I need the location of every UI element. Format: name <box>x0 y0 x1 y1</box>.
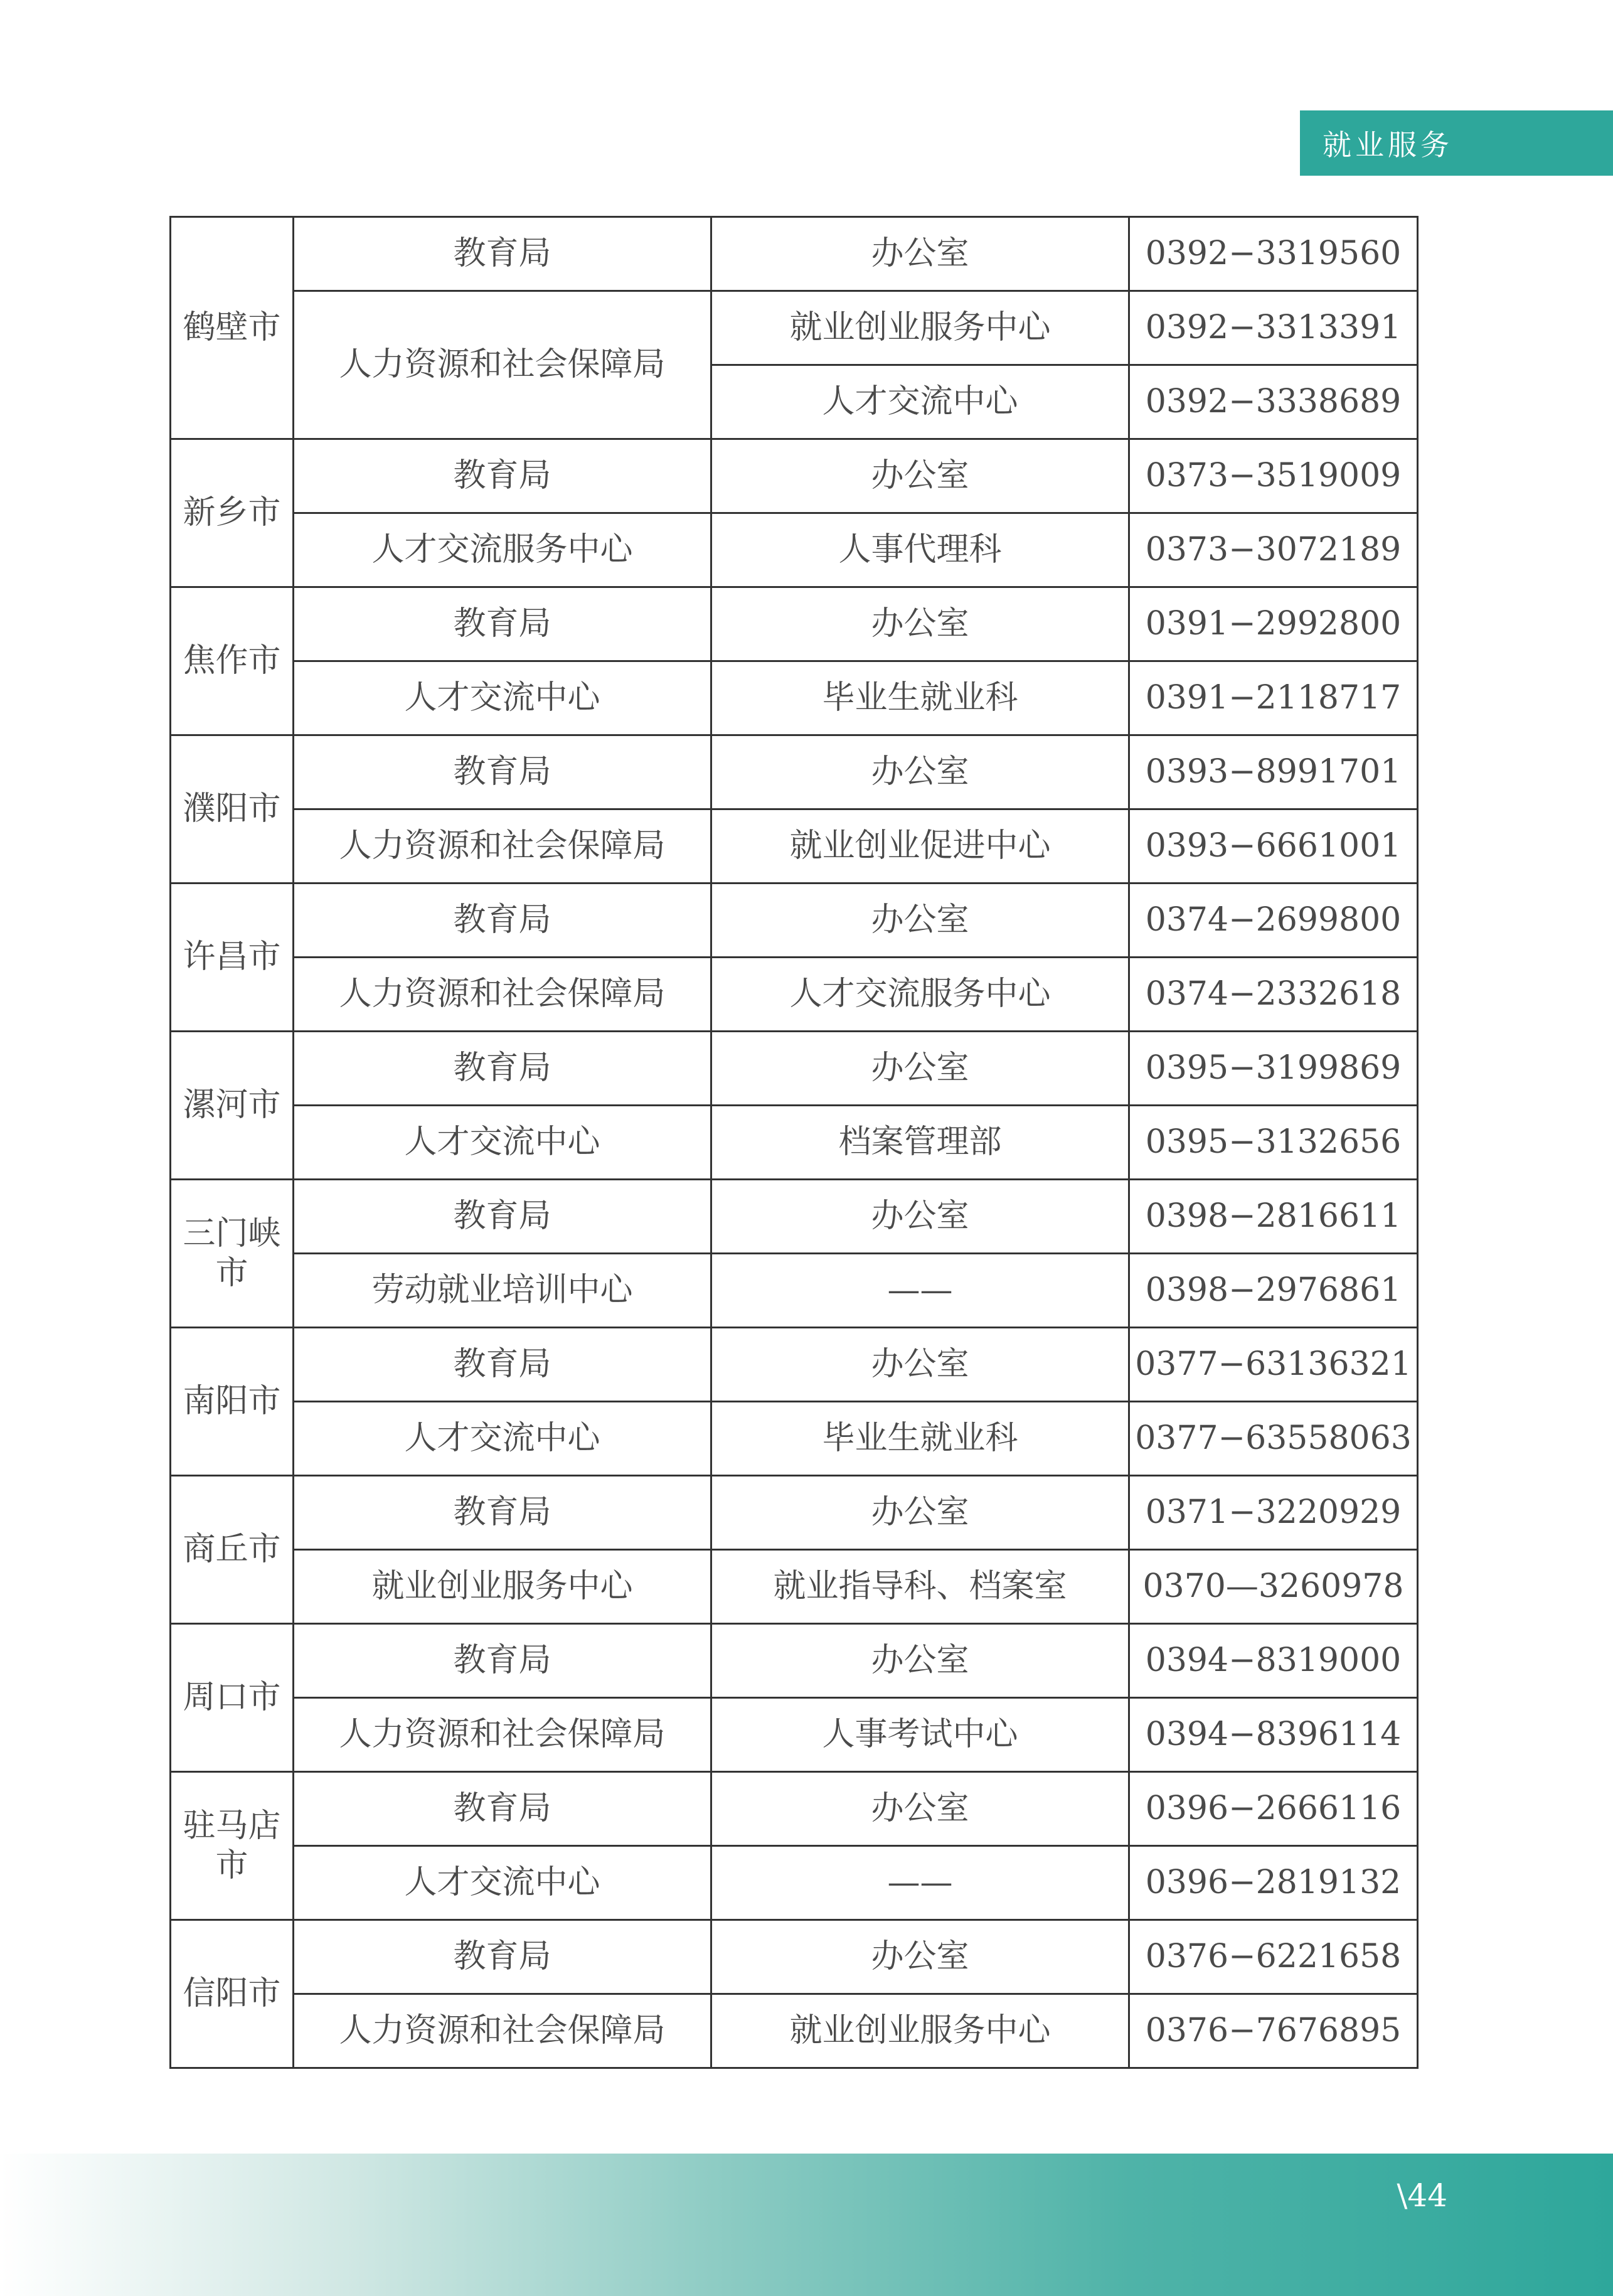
dept-cell: 办公室 <box>711 1032 1129 1106</box>
city-cell: 鹤壁市 <box>171 217 294 439</box>
org-cell: 人力资源和社会保障局 <box>294 1698 711 1772</box>
table-row <box>171 1772 1418 1846</box>
phone-cell: 0391−2992800 <box>1129 587 1418 661</box>
dept-cell: 就业指导科、档案室 <box>711 1550 1129 1624</box>
table-row <box>171 958 1418 1032</box>
phone-cell: 0398−2976861 <box>1129 1254 1418 1328</box>
dept-cell: —— <box>711 1254 1129 1328</box>
table-row <box>171 809 1418 884</box>
dept-cell: 办公室 <box>711 1920 1129 1994</box>
dept-cell: 人才交流中心 <box>711 365 1129 439</box>
phone-cell: 0370—3260978 <box>1129 1550 1418 1624</box>
phone-cell: 0392−3319560 <box>1129 217 1418 291</box>
city-cell: 驻马店市 <box>171 1772 294 1920</box>
section-label: 就业服务 <box>1300 110 1613 176</box>
org-cell: 教育局 <box>294 735 711 809</box>
table-row <box>171 439 1418 513</box>
dept-cell: 人才交流服务中心 <box>711 958 1129 1032</box>
phone-cell: 0396−2666116 <box>1129 1772 1418 1846</box>
dept-cell: 办公室 <box>711 439 1129 513</box>
dept-cell: 人事代理科 <box>711 513 1129 587</box>
table-row <box>171 291 1418 365</box>
table-row <box>171 1624 1418 1698</box>
org-cell: 教育局 <box>294 1328 711 1402</box>
org-cell: 人力资源和社会保障局 <box>294 1994 711 2068</box>
phone-cell: 0373−3519009 <box>1129 439 1418 513</box>
table-row <box>171 1328 1418 1402</box>
org-cell: 教育局 <box>294 1476 711 1550</box>
org-cell: 教育局 <box>294 217 711 291</box>
dept-cell: —— <box>711 1846 1129 1920</box>
city-cell: 信阳市 <box>171 1920 294 2068</box>
org-cell: 人力资源和社会保障局 <box>294 291 711 439</box>
dept-cell: 办公室 <box>711 587 1129 661</box>
table-row <box>171 735 1418 809</box>
phone-cell: 0394−8396114 <box>1129 1698 1418 1772</box>
table-row <box>171 1106 1418 1180</box>
phone-cell: 0393−6661001 <box>1129 809 1418 884</box>
phone-cell: 0376−6221658 <box>1129 1920 1418 1994</box>
org-cell: 教育局 <box>294 1032 711 1106</box>
org-cell: 教育局 <box>294 587 711 661</box>
org-cell: 教育局 <box>294 1624 711 1698</box>
org-cell: 人才交流中心 <box>294 1402 711 1476</box>
dept-cell: 就业创业促进中心 <box>711 809 1129 884</box>
org-cell: 就业创业服务中心 <box>294 1550 711 1624</box>
city-cell: 三门峡市 <box>171 1180 294 1328</box>
table-row <box>171 1698 1418 1772</box>
phone-cell: 0374−2699800 <box>1129 884 1418 958</box>
phone-cell: 0394−8319000 <box>1129 1624 1418 1698</box>
org-cell: 人才交流中心 <box>294 1846 711 1920</box>
phone-cell: 0393−8991701 <box>1129 735 1418 809</box>
dept-cell: 办公室 <box>711 1180 1129 1254</box>
dept-cell: 人事考试中心 <box>711 1698 1129 1772</box>
dept-cell: 办公室 <box>711 1624 1129 1698</box>
table-row <box>171 217 1418 291</box>
dept-cell: 办公室 <box>711 217 1129 291</box>
phone-cell: 0371−3220929 <box>1129 1476 1418 1550</box>
dept-cell: 就业创业服务中心 <box>711 1994 1129 2068</box>
table-row <box>171 1920 1418 1994</box>
org-cell: 教育局 <box>294 1920 711 1994</box>
org-cell: 劳动就业培训中心 <box>294 1254 711 1328</box>
phone-cell: 0376−7676895 <box>1129 1994 1418 2068</box>
city-cell: 焦作市 <box>171 587 294 735</box>
dept-cell: 档案管理部 <box>711 1106 1129 1180</box>
phone-cell: 0391−2118717 <box>1129 661 1418 735</box>
city-cell: 商丘市 <box>171 1476 294 1624</box>
dept-cell: 毕业生就业科 <box>711 661 1129 735</box>
table-row <box>171 587 1418 661</box>
table-row <box>171 1032 1418 1106</box>
city-cell: 濮阳市 <box>171 735 294 884</box>
contact-table <box>169 216 1419 2069</box>
dept-cell: 办公室 <box>711 884 1129 958</box>
phone-cell: 0395−3132656 <box>1129 1106 1418 1180</box>
org-cell: 人才交流中心 <box>294 1106 711 1180</box>
page-number: \44 <box>1397 2177 1447 2214</box>
table-row <box>171 661 1418 735</box>
table-row <box>171 1180 1418 1254</box>
phone-cell: 0398−2816611 <box>1129 1180 1418 1254</box>
phone-cell: 0377−63558063 <box>1129 1402 1418 1476</box>
phone-cell: 0396−2819132 <box>1129 1846 1418 1920</box>
table-row <box>171 1402 1418 1476</box>
phone-cell: 0377−63136321 <box>1129 1328 1418 1402</box>
org-cell: 人力资源和社会保障局 <box>294 809 711 884</box>
dept-cell: 办公室 <box>711 735 1129 809</box>
table-row <box>171 1476 1418 1550</box>
city-cell: 周口市 <box>171 1624 294 1772</box>
phone-cell: 0374−2332618 <box>1129 958 1418 1032</box>
table-row <box>171 1550 1418 1624</box>
phone-cell: 0392−3338689 <box>1129 365 1418 439</box>
city-cell: 许昌市 <box>171 884 294 1032</box>
org-cell: 教育局 <box>294 1180 711 1254</box>
city-cell: 漯河市 <box>171 1032 294 1180</box>
phone-cell: 0392−3313391 <box>1129 291 1418 365</box>
table-row <box>171 513 1418 587</box>
org-cell: 教育局 <box>294 439 711 513</box>
phone-cell: 0373−3072189 <box>1129 513 1418 587</box>
dept-cell: 毕业生就业科 <box>711 1402 1129 1476</box>
dept-cell: 就业创业服务中心 <box>711 291 1129 365</box>
footer-band <box>0 2154 1613 2296</box>
org-cell: 人力资源和社会保障局 <box>294 958 711 1032</box>
table-row <box>171 1994 1418 2068</box>
table-row <box>171 1254 1418 1328</box>
org-cell: 教育局 <box>294 1772 711 1846</box>
city-cell: 新乡市 <box>171 439 294 587</box>
dept-cell: 办公室 <box>711 1476 1129 1550</box>
table-row <box>171 1846 1418 1920</box>
org-cell: 教育局 <box>294 884 711 958</box>
dept-cell: 办公室 <box>711 1772 1129 1846</box>
org-cell: 人才交流中心 <box>294 661 711 735</box>
city-cell: 南阳市 <box>171 1328 294 1476</box>
phone-cell: 0395−3199869 <box>1129 1032 1418 1106</box>
dept-cell: 办公室 <box>711 1328 1129 1402</box>
org-cell: 人才交流服务中心 <box>294 513 711 587</box>
table-row <box>171 884 1418 958</box>
